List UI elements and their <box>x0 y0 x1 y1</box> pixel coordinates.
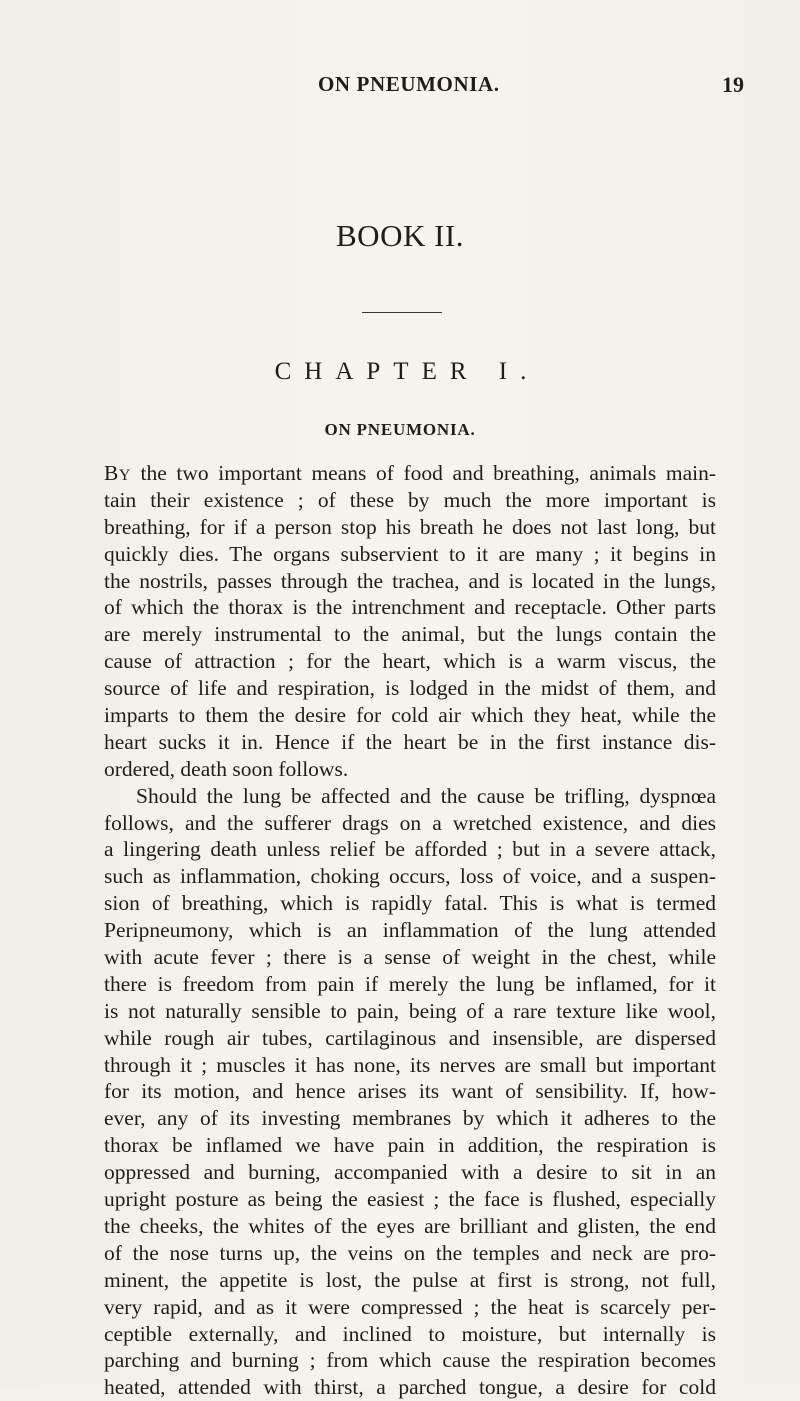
text-line: source of life and respiration, is lodged in the midst of them, and <box>104 676 716 701</box>
text-line: Should the lung be affected and the cause be trifling, dyspnœa <box>136 783 716 808</box>
text-line: through it ; muscles it has none, its nerves are small but important <box>104 1052 716 1077</box>
text-line: upright posture as being the easiest ; the face is flushed, especially <box>104 1187 716 1212</box>
text-line: very rapid, and as it were compressed ; the heat is scarcely per- <box>104 1294 716 1319</box>
page-number: 19 <box>722 72 744 97</box>
opening-initial: B <box>104 461 119 485</box>
text-line: ordered, death soon follows. <box>104 756 349 781</box>
text-line: heart sucks it in. Hence if the heart be in the first instance dis- <box>104 729 716 754</box>
text-line: for its motion, and hence arises its want of sensibility. If, how- <box>104 1079 716 1104</box>
opening-initial-rest: Y <box>118 467 131 484</box>
text-line: is not naturally sensible to pain, being of a rare texture like wool, <box>104 998 716 1023</box>
text-line: such as inflammation, choking occurs, loss of voice, and a suspen- <box>104 864 716 889</box>
text-line: of which the thorax is the intrenchment and receptacle. Other parts <box>104 595 716 620</box>
text-line: sion of breathing, which is rapidly fatal. This is what is termed <box>104 891 716 916</box>
text-line: with acute fever ; there is a sense of weight in the chest, while <box>104 945 716 970</box>
text-line <box>104 460 716 487</box>
text-line: heated, attended with thirst, a parched tongue, a desire for cold <box>104 1375 716 1400</box>
text-line: Peripneumony, which is an inflammation of the lung attended <box>104 918 716 943</box>
book-heading: BOOK II. <box>336 218 464 253</box>
text-line: follows, and the sufferer drags on a wretched existence, and dies <box>104 810 716 835</box>
text-line: are merely instrumental to the animal, but the lungs contain the <box>104 622 716 647</box>
text-line: while rough air tubes, cartilaginous and insensible, are dispersed <box>104 1025 716 1050</box>
chapter-heading: CHAPTER I. <box>274 358 540 385</box>
running-head <box>0 72 800 102</box>
heading-divider-rule <box>362 312 442 313</box>
text-line: the cheeks, the whites of the eyes are brilliant and glisten, the end <box>104 1213 716 1238</box>
text-line: quickly dies. The organs subservient to it are many ; it begins in <box>104 541 716 566</box>
text-line: a lingering death unless relief be afforded ; but in a severe attack, <box>104 837 716 862</box>
running-head-title: ON PNEUMONIA. <box>318 72 500 96</box>
text-line: of the nose turns up, the veins on the temples and neck are pro- <box>104 1240 716 1265</box>
text-line: parching and burning ; from which cause the respiration becomes <box>104 1348 716 1373</box>
text-line: thorax be inflamed we have pain in addition, the respiration is <box>104 1133 716 1158</box>
text-line: cause of attraction ; for the heart, which is a warm viscus, the <box>104 649 716 674</box>
body-text <box>104 460 716 1401</box>
text-line: breathing, for if a person stop his breath he does not last long, but <box>104 514 716 539</box>
text-line: the nostrils, passes through the trachea, and is located in the lungs, <box>104 568 716 593</box>
text-line: there is freedom from pain if merely the lung be inflamed, for it <box>104 971 716 996</box>
text-line: ever, any of its investing membranes by which it adheres to the <box>104 1106 716 1131</box>
text-line: tain their existence ; of these by much the more important is <box>104 487 716 512</box>
text-line: oppressed and burning, accompanied with a desire to sit in an <box>104 1160 716 1185</box>
text-line-content: the two important means of food and breathing, animals main- <box>130 461 716 485</box>
text-line: ceptible externally, and inclined to moisture, but internally is <box>104 1321 716 1346</box>
text-line: imparts to them the desire for cold air which they heat, while the <box>104 703 716 728</box>
text-line: minent, the appetite is lost, the pulse at first is strong, not full, <box>104 1267 716 1292</box>
section-title: ON PNEUMONIA. <box>324 420 476 439</box>
